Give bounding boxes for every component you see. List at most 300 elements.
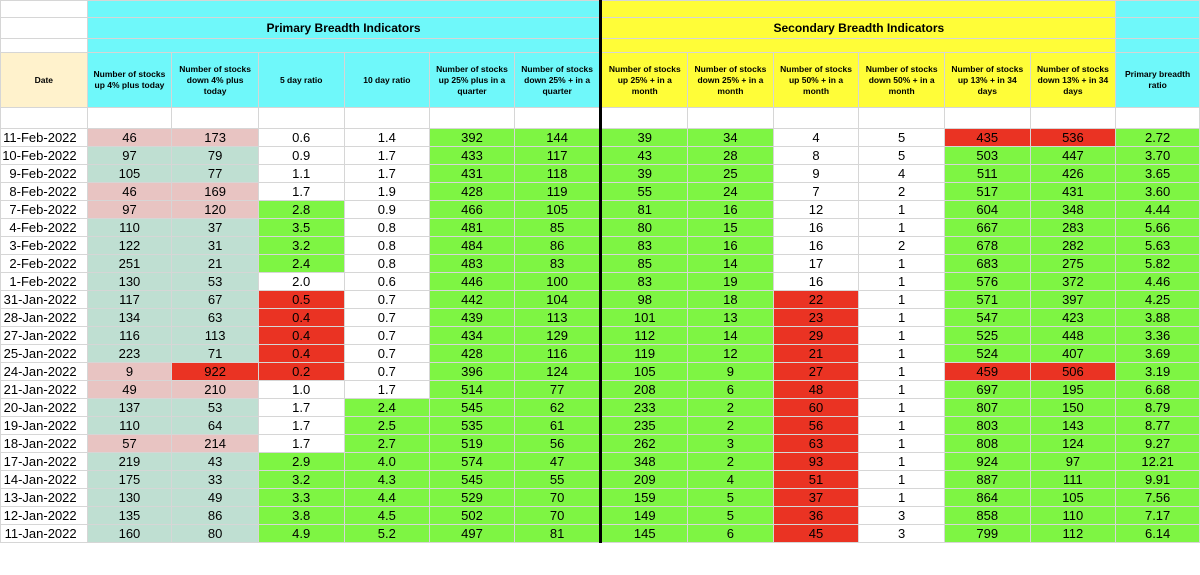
cell-down-25pct-month[interactable]: 14 bbox=[688, 255, 774, 273]
cell-down-50pct-month[interactable]: 2 bbox=[859, 183, 945, 201]
cell-up-25pct-month[interactable]: 43 bbox=[601, 147, 688, 165]
empty-cell[interactable] bbox=[1, 108, 88, 129]
cell-date[interactable]: 28-Jan-2022 bbox=[1, 309, 88, 327]
cell-down-25pct-month[interactable]: 2 bbox=[688, 453, 774, 471]
cell-down-13pct-34-days[interactable]: 111 bbox=[1030, 471, 1116, 489]
cell-date[interactable]: 25-Jan-2022 bbox=[1, 345, 88, 363]
cell-5-day-ratio[interactable]: 2.4 bbox=[258, 255, 344, 273]
empty-cell[interactable] bbox=[87, 108, 172, 129]
cell-5-day-ratio[interactable]: 0.4 bbox=[258, 309, 344, 327]
cell-down-25pct-month[interactable]: 5 bbox=[688, 489, 774, 507]
cell-up-4pct-today[interactable]: 9 bbox=[87, 363, 172, 381]
cell-up-25pct-quarter[interactable]: 481 bbox=[430, 219, 515, 237]
cell-5-day-ratio[interactable]: 1.1 bbox=[258, 165, 344, 183]
cell-down-25pct-quarter[interactable]: 113 bbox=[514, 309, 601, 327]
cell-up-13pct-34-days[interactable]: 576 bbox=[944, 273, 1030, 291]
cell-up-25pct-quarter[interactable]: 433 bbox=[430, 147, 515, 165]
cell-date[interactable]: 31-Jan-2022 bbox=[1, 291, 88, 309]
cell-down-25pct-quarter[interactable]: 119 bbox=[514, 183, 601, 201]
cell-down-13pct-34-days[interactable]: 423 bbox=[1030, 309, 1116, 327]
cell-down-25pct-quarter[interactable]: 70 bbox=[514, 489, 601, 507]
cell-up-4pct-today[interactable]: 130 bbox=[87, 273, 172, 291]
cell-up-4pct-today[interactable]: 135 bbox=[87, 507, 172, 525]
cell-down-50pct-month[interactable]: 5 bbox=[859, 147, 945, 165]
cell-down-4pct-today[interactable]: 173 bbox=[172, 129, 259, 147]
cell-down-13pct-34-days[interactable]: 143 bbox=[1030, 417, 1116, 435]
cell-5-day-ratio[interactable]: 3.8 bbox=[258, 507, 344, 525]
cell-primary-breadth-ratio[interactable]: 7.56 bbox=[1116, 489, 1200, 507]
cell-5-day-ratio[interactable]: 3.3 bbox=[258, 489, 344, 507]
cell-up-13pct-34-days[interactable]: 503 bbox=[944, 147, 1030, 165]
cell-down-25pct-month[interactable]: 3 bbox=[688, 435, 774, 453]
cell-down-25pct-month[interactable]: 2 bbox=[688, 399, 774, 417]
empty-cell[interactable] bbox=[514, 108, 601, 129]
cell-up-25pct-month[interactable]: 119 bbox=[601, 345, 688, 363]
cell-10-day-ratio[interactable]: 0.8 bbox=[344, 255, 430, 273]
cell-date[interactable]: 10-Feb-2022 bbox=[1, 147, 88, 165]
cell-down-25pct-month[interactable]: 9 bbox=[688, 363, 774, 381]
cell-down-13pct-34-days[interactable]: 97 bbox=[1030, 453, 1116, 471]
cell-up-4pct-today[interactable]: 49 bbox=[87, 381, 172, 399]
cell-up-4pct-today[interactable]: 137 bbox=[87, 399, 172, 417]
empty-cell[interactable] bbox=[1, 18, 88, 39]
cell-up-50pct-month[interactable]: 9 bbox=[773, 165, 859, 183]
cell-down-13pct-34-days[interactable]: 536 bbox=[1030, 129, 1116, 147]
empty-cell[interactable] bbox=[688, 108, 774, 129]
cell-up-50pct-month[interactable]: 45 bbox=[773, 525, 859, 543]
cell-up-13pct-34-days[interactable]: 803 bbox=[944, 417, 1030, 435]
cell-up-4pct-today[interactable]: 219 bbox=[87, 453, 172, 471]
cell-up-4pct-today[interactable]: 134 bbox=[87, 309, 172, 327]
cell-up-50pct-month[interactable]: 93 bbox=[773, 453, 859, 471]
cell-down-4pct-today[interactable]: 64 bbox=[172, 417, 259, 435]
cell-5-day-ratio[interactable]: 1.7 bbox=[258, 417, 344, 435]
column-header-5-day-ratio[interactable]: 5 day ratio bbox=[258, 53, 344, 108]
cell-down-25pct-month[interactable]: 4 bbox=[688, 471, 774, 489]
cell-down-4pct-today[interactable]: 37 bbox=[172, 219, 259, 237]
cell-date[interactable]: 14-Jan-2022 bbox=[1, 471, 88, 489]
cell-down-25pct-month[interactable]: 18 bbox=[688, 291, 774, 309]
empty-cell[interactable] bbox=[258, 108, 344, 129]
cell-down-13pct-34-days[interactable]: 348 bbox=[1030, 201, 1116, 219]
cell-10-day-ratio[interactable]: 0.7 bbox=[344, 309, 430, 327]
cell-primary-breadth-ratio[interactable]: 6.68 bbox=[1116, 381, 1200, 399]
cell-10-day-ratio[interactable]: 0.7 bbox=[344, 291, 430, 309]
cell-down-25pct-quarter[interactable]: 55 bbox=[514, 471, 601, 489]
cell-down-50pct-month[interactable]: 5 bbox=[859, 129, 945, 147]
cell-up-25pct-month[interactable]: 262 bbox=[601, 435, 688, 453]
cell-down-25pct-quarter[interactable]: 117 bbox=[514, 147, 601, 165]
cell-down-25pct-month[interactable]: 14 bbox=[688, 327, 774, 345]
cell-up-50pct-month[interactable]: 16 bbox=[773, 237, 859, 255]
cell-down-4pct-today[interactable]: 77 bbox=[172, 165, 259, 183]
cell-10-day-ratio[interactable]: 1.7 bbox=[344, 165, 430, 183]
cell-down-25pct-month[interactable]: 6 bbox=[688, 525, 774, 543]
cell-down-25pct-month[interactable]: 13 bbox=[688, 309, 774, 327]
cell-up-50pct-month[interactable]: 60 bbox=[773, 399, 859, 417]
cell-down-25pct-quarter[interactable]: 116 bbox=[514, 345, 601, 363]
cell-down-25pct-quarter[interactable]: 81 bbox=[514, 525, 601, 543]
cell-up-25pct-quarter[interactable]: 428 bbox=[430, 345, 515, 363]
ratio-band[interactable] bbox=[1116, 18, 1200, 39]
cell-primary-breadth-ratio[interactable]: 2.72 bbox=[1116, 129, 1200, 147]
cell-down-4pct-today[interactable]: 33 bbox=[172, 471, 259, 489]
cell-10-day-ratio[interactable]: 4.3 bbox=[344, 471, 430, 489]
cell-up-25pct-quarter[interactable]: 574 bbox=[430, 453, 515, 471]
cell-date[interactable]: 11-Jan-2022 bbox=[1, 525, 88, 543]
cell-down-4pct-today[interactable]: 210 bbox=[172, 381, 259, 399]
cell-up-13pct-34-days[interactable]: 697 bbox=[944, 381, 1030, 399]
cell-10-day-ratio[interactable]: 0.8 bbox=[344, 237, 430, 255]
cell-down-25pct-quarter[interactable]: 70 bbox=[514, 507, 601, 525]
ratio-band-bottom[interactable] bbox=[1116, 39, 1200, 53]
cell-down-25pct-month[interactable]: 2 bbox=[688, 417, 774, 435]
column-header-down-25pct-quarter[interactable]: Number of stocks down 25% + in a quarter bbox=[514, 53, 601, 108]
cell-up-13pct-34-days[interactable]: 807 bbox=[944, 399, 1030, 417]
cell-down-4pct-today[interactable]: 214 bbox=[172, 435, 259, 453]
cell-down-13pct-34-days[interactable]: 124 bbox=[1030, 435, 1116, 453]
cell-down-13pct-34-days[interactable]: 397 bbox=[1030, 291, 1116, 309]
cell-up-25pct-quarter[interactable]: 396 bbox=[430, 363, 515, 381]
cell-primary-breadth-ratio[interactable]: 3.19 bbox=[1116, 363, 1200, 381]
cell-down-13pct-34-days[interactable]: 275 bbox=[1030, 255, 1116, 273]
cell-down-13pct-34-days[interactable]: 431 bbox=[1030, 183, 1116, 201]
cell-down-50pct-month[interactable]: 1 bbox=[859, 273, 945, 291]
cell-down-13pct-34-days[interactable]: 105 bbox=[1030, 489, 1116, 507]
cell-primary-breadth-ratio[interactable]: 5.82 bbox=[1116, 255, 1200, 273]
cell-down-50pct-month[interactable]: 4 bbox=[859, 165, 945, 183]
cell-up-25pct-month[interactable]: 105 bbox=[601, 363, 688, 381]
cell-down-4pct-today[interactable]: 49 bbox=[172, 489, 259, 507]
cell-up-25pct-quarter[interactable]: 535 bbox=[430, 417, 515, 435]
cell-date[interactable]: 24-Jan-2022 bbox=[1, 363, 88, 381]
empty-cell[interactable] bbox=[172, 108, 259, 129]
cell-date[interactable]: 7-Feb-2022 bbox=[1, 201, 88, 219]
cell-down-13pct-34-days[interactable]: 110 bbox=[1030, 507, 1116, 525]
cell-primary-breadth-ratio[interactable]: 3.88 bbox=[1116, 309, 1200, 327]
secondary-breadth-title[interactable]: Secondary Breadth Indicators bbox=[601, 18, 1116, 39]
cell-down-25pct-quarter[interactable]: 124 bbox=[514, 363, 601, 381]
empty-cell[interactable] bbox=[430, 108, 515, 129]
cell-down-25pct-month[interactable]: 15 bbox=[688, 219, 774, 237]
cell-down-50pct-month[interactable]: 1 bbox=[859, 489, 945, 507]
cell-down-50pct-month[interactable]: 3 bbox=[859, 525, 945, 543]
cell-up-25pct-month[interactable]: 209 bbox=[601, 471, 688, 489]
cell-date[interactable]: 17-Jan-2022 bbox=[1, 453, 88, 471]
cell-10-day-ratio[interactable]: 0.6 bbox=[344, 273, 430, 291]
cell-down-25pct-quarter[interactable]: 105 bbox=[514, 201, 601, 219]
cell-down-50pct-month[interactable]: 1 bbox=[859, 381, 945, 399]
cell-up-4pct-today[interactable]: 110 bbox=[87, 219, 172, 237]
cell-up-50pct-month[interactable]: 4 bbox=[773, 129, 859, 147]
cell-down-25pct-quarter[interactable]: 104 bbox=[514, 291, 601, 309]
cell-down-25pct-month[interactable]: 24 bbox=[688, 183, 774, 201]
cell-primary-breadth-ratio[interactable]: 3.70 bbox=[1116, 147, 1200, 165]
cell-date[interactable]: 20-Jan-2022 bbox=[1, 399, 88, 417]
cell-primary-breadth-ratio[interactable]: 5.63 bbox=[1116, 237, 1200, 255]
cell-up-4pct-today[interactable]: 97 bbox=[87, 147, 172, 165]
cell-up-25pct-month[interactable]: 98 bbox=[601, 291, 688, 309]
cell-down-50pct-month[interactable]: 1 bbox=[859, 435, 945, 453]
cell-down-4pct-today[interactable]: 53 bbox=[172, 399, 259, 417]
cell-up-4pct-today[interactable]: 46 bbox=[87, 129, 172, 147]
cell-up-25pct-month[interactable]: 83 bbox=[601, 273, 688, 291]
cell-up-4pct-today[interactable]: 116 bbox=[87, 327, 172, 345]
cell-down-4pct-today[interactable]: 53 bbox=[172, 273, 259, 291]
cell-up-13pct-34-days[interactable]: 524 bbox=[944, 345, 1030, 363]
cell-up-13pct-34-days[interactable]: 678 bbox=[944, 237, 1030, 255]
cell-date[interactable]: 12-Jan-2022 bbox=[1, 507, 88, 525]
cell-5-day-ratio[interactable]: 0.9 bbox=[258, 147, 344, 165]
cell-up-4pct-today[interactable]: 160 bbox=[87, 525, 172, 543]
cell-5-day-ratio[interactable]: 0.5 bbox=[258, 291, 344, 309]
cell-date[interactable]: 18-Jan-2022 bbox=[1, 435, 88, 453]
cell-down-13pct-34-days[interactable]: 372 bbox=[1030, 273, 1116, 291]
cell-10-day-ratio[interactable]: 0.7 bbox=[344, 327, 430, 345]
cell-up-25pct-month[interactable]: 159 bbox=[601, 489, 688, 507]
cell-down-25pct-quarter[interactable]: 56 bbox=[514, 435, 601, 453]
cell-down-50pct-month[interactable]: 1 bbox=[859, 309, 945, 327]
cell-up-25pct-month[interactable]: 149 bbox=[601, 507, 688, 525]
cell-down-50pct-month[interactable]: 1 bbox=[859, 201, 945, 219]
empty-cell[interactable] bbox=[1030, 108, 1116, 129]
cell-date[interactable]: 11-Feb-2022 bbox=[1, 129, 88, 147]
cell-up-25pct-quarter[interactable]: 545 bbox=[430, 471, 515, 489]
cell-down-25pct-month[interactable]: 12 bbox=[688, 345, 774, 363]
cell-5-day-ratio[interactable]: 1.0 bbox=[258, 381, 344, 399]
cell-up-25pct-month[interactable]: 39 bbox=[601, 165, 688, 183]
cell-up-13pct-34-days[interactable]: 525 bbox=[944, 327, 1030, 345]
cell-down-25pct-quarter[interactable]: 47 bbox=[514, 453, 601, 471]
cell-10-day-ratio[interactable]: 5.2 bbox=[344, 525, 430, 543]
cell-up-50pct-month[interactable]: 63 bbox=[773, 435, 859, 453]
cell-down-4pct-today[interactable]: 113 bbox=[172, 327, 259, 345]
cell-up-50pct-month[interactable]: 8 bbox=[773, 147, 859, 165]
cell-up-50pct-month[interactable]: 21 bbox=[773, 345, 859, 363]
cell-down-13pct-34-days[interactable]: 447 bbox=[1030, 147, 1116, 165]
cell-up-25pct-quarter[interactable]: 446 bbox=[430, 273, 515, 291]
column-header-down-13pct-34-days[interactable]: Number of stocks down 13% + in 34 days bbox=[1030, 53, 1116, 108]
cell-up-25pct-month[interactable]: 85 bbox=[601, 255, 688, 273]
cell-up-13pct-34-days[interactable]: 547 bbox=[944, 309, 1030, 327]
cell-10-day-ratio[interactable]: 1.7 bbox=[344, 381, 430, 399]
cell-up-25pct-quarter[interactable]: 484 bbox=[430, 237, 515, 255]
cell-down-50pct-month[interactable]: 1 bbox=[859, 219, 945, 237]
cell-10-day-ratio[interactable]: 0.7 bbox=[344, 345, 430, 363]
cell-10-day-ratio[interactable]: 2.4 bbox=[344, 399, 430, 417]
cell-down-50pct-month[interactable]: 1 bbox=[859, 453, 945, 471]
cell-up-50pct-month[interactable]: 17 bbox=[773, 255, 859, 273]
secondary-band-bottom[interactable] bbox=[601, 39, 1116, 53]
cell-up-4pct-today[interactable]: 175 bbox=[87, 471, 172, 489]
cell-10-day-ratio[interactable]: 1.9 bbox=[344, 183, 430, 201]
primary-breadth-title[interactable]: Primary Breadth Indicators bbox=[87, 18, 601, 39]
cell-up-50pct-month[interactable]: 16 bbox=[773, 273, 859, 291]
cell-up-25pct-month[interactable]: 235 bbox=[601, 417, 688, 435]
cell-up-13pct-34-days[interactable]: 683 bbox=[944, 255, 1030, 273]
cell-10-day-ratio[interactable]: 4.4 bbox=[344, 489, 430, 507]
cell-primary-breadth-ratio[interactable]: 3.60 bbox=[1116, 183, 1200, 201]
cell-down-4pct-today[interactable]: 169 bbox=[172, 183, 259, 201]
cell-up-25pct-month[interactable]: 112 bbox=[601, 327, 688, 345]
cell-5-day-ratio[interactable]: 2.8 bbox=[258, 201, 344, 219]
cell-date[interactable]: 9-Feb-2022 bbox=[1, 165, 88, 183]
cell-up-4pct-today[interactable]: 46 bbox=[87, 183, 172, 201]
cell-down-25pct-quarter[interactable]: 77 bbox=[514, 381, 601, 399]
cell-down-4pct-today[interactable]: 67 bbox=[172, 291, 259, 309]
cell-up-4pct-today[interactable]: 130 bbox=[87, 489, 172, 507]
cell-down-25pct-quarter[interactable]: 86 bbox=[514, 237, 601, 255]
cell-date[interactable]: 21-Jan-2022 bbox=[1, 381, 88, 399]
cell-primary-breadth-ratio[interactable]: 3.65 bbox=[1116, 165, 1200, 183]
cell-date[interactable]: 1-Feb-2022 bbox=[1, 273, 88, 291]
primary-band-top[interactable] bbox=[87, 1, 601, 18]
cell-up-50pct-month[interactable]: 16 bbox=[773, 219, 859, 237]
cell-up-50pct-month[interactable]: 23 bbox=[773, 309, 859, 327]
cell-up-25pct-quarter[interactable]: 502 bbox=[430, 507, 515, 525]
cell-primary-breadth-ratio[interactable]: 9.27 bbox=[1116, 435, 1200, 453]
cell-down-25pct-month[interactable]: 34 bbox=[688, 129, 774, 147]
cell-10-day-ratio[interactable]: 4.5 bbox=[344, 507, 430, 525]
cell-up-4pct-today[interactable]: 105 bbox=[87, 165, 172, 183]
cell-5-day-ratio[interactable]: 3.2 bbox=[258, 471, 344, 489]
cell-up-25pct-month[interactable]: 80 bbox=[601, 219, 688, 237]
column-header-date[interactable]: Date bbox=[1, 53, 88, 108]
cell-up-13pct-34-days[interactable]: 864 bbox=[944, 489, 1030, 507]
cell-up-25pct-quarter[interactable]: 392 bbox=[430, 129, 515, 147]
cell-up-25pct-quarter[interactable]: 497 bbox=[430, 525, 515, 543]
cell-down-4pct-today[interactable]: 63 bbox=[172, 309, 259, 327]
column-header-down-50pct-month[interactable]: Number of stocks down 50% + in a month bbox=[859, 53, 945, 108]
cell-up-13pct-34-days[interactable]: 858 bbox=[944, 507, 1030, 525]
cell-primary-breadth-ratio[interactable]: 3.69 bbox=[1116, 345, 1200, 363]
cell-up-50pct-month[interactable]: 12 bbox=[773, 201, 859, 219]
cell-up-4pct-today[interactable]: 117 bbox=[87, 291, 172, 309]
empty-cell[interactable] bbox=[601, 108, 688, 129]
cell-up-13pct-34-days[interactable]: 887 bbox=[944, 471, 1030, 489]
cell-down-13pct-34-days[interactable]: 426 bbox=[1030, 165, 1116, 183]
cell-5-day-ratio[interactable]: 0.6 bbox=[258, 129, 344, 147]
cell-up-25pct-month[interactable]: 81 bbox=[601, 201, 688, 219]
cell-up-4pct-today[interactable]: 122 bbox=[87, 237, 172, 255]
cell-5-day-ratio[interactable]: 0.4 bbox=[258, 345, 344, 363]
cell-5-day-ratio[interactable]: 3.2 bbox=[258, 237, 344, 255]
cell-date[interactable]: 13-Jan-2022 bbox=[1, 489, 88, 507]
cell-5-day-ratio[interactable]: 1.7 bbox=[258, 399, 344, 417]
cell-up-13pct-34-days[interactable]: 604 bbox=[944, 201, 1030, 219]
cell-down-25pct-quarter[interactable]: 100 bbox=[514, 273, 601, 291]
cell-down-50pct-month[interactable]: 1 bbox=[859, 471, 945, 489]
cell-up-13pct-34-days[interactable]: 924 bbox=[944, 453, 1030, 471]
cell-up-4pct-today[interactable]: 251 bbox=[87, 255, 172, 273]
cell-up-50pct-month[interactable]: 29 bbox=[773, 327, 859, 345]
cell-down-13pct-34-days[interactable]: 448 bbox=[1030, 327, 1116, 345]
cell-up-4pct-today[interactable]: 110 bbox=[87, 417, 172, 435]
cell-5-day-ratio[interactable]: 2.9 bbox=[258, 453, 344, 471]
cell-date[interactable]: 3-Feb-2022 bbox=[1, 237, 88, 255]
cell-up-25pct-month[interactable]: 208 bbox=[601, 381, 688, 399]
cell-down-25pct-month[interactable]: 16 bbox=[688, 201, 774, 219]
cell-up-50pct-month[interactable]: 22 bbox=[773, 291, 859, 309]
cell-down-4pct-today[interactable]: 80 bbox=[172, 525, 259, 543]
cell-down-13pct-34-days[interactable]: 506 bbox=[1030, 363, 1116, 381]
cell-down-25pct-month[interactable]: 25 bbox=[688, 165, 774, 183]
cell-up-25pct-quarter[interactable]: 519 bbox=[430, 435, 515, 453]
column-header-up-25pct-quarter[interactable]: Number of stocks up 25% plus in a quarter bbox=[430, 53, 515, 108]
cell-up-25pct-quarter[interactable]: 442 bbox=[430, 291, 515, 309]
cell-up-25pct-month[interactable]: 233 bbox=[601, 399, 688, 417]
cell-10-day-ratio[interactable]: 2.5 bbox=[344, 417, 430, 435]
cell-up-13pct-34-days[interactable]: 808 bbox=[944, 435, 1030, 453]
cell-primary-breadth-ratio[interactable]: 3.36 bbox=[1116, 327, 1200, 345]
cell-up-4pct-today[interactable]: 223 bbox=[87, 345, 172, 363]
empty-cell[interactable] bbox=[1, 1, 88, 18]
cell-down-4pct-today[interactable]: 43 bbox=[172, 453, 259, 471]
cell-up-25pct-month[interactable]: 55 bbox=[601, 183, 688, 201]
cell-date[interactable]: 27-Jan-2022 bbox=[1, 327, 88, 345]
cell-10-day-ratio[interactable]: 1.4 bbox=[344, 129, 430, 147]
cell-down-25pct-month[interactable]: 16 bbox=[688, 237, 774, 255]
cell-up-50pct-month[interactable]: 56 bbox=[773, 417, 859, 435]
cell-5-day-ratio[interactable]: 1.7 bbox=[258, 183, 344, 201]
cell-5-day-ratio[interactable]: 3.5 bbox=[258, 219, 344, 237]
cell-down-25pct-month[interactable]: 28 bbox=[688, 147, 774, 165]
ratio-band-top[interactable] bbox=[1116, 1, 1200, 18]
cell-5-day-ratio[interactable]: 0.4 bbox=[258, 327, 344, 345]
cell-down-4pct-today[interactable]: 21 bbox=[172, 255, 259, 273]
cell-up-50pct-month[interactable]: 7 bbox=[773, 183, 859, 201]
cell-primary-breadth-ratio[interactable]: 4.46 bbox=[1116, 273, 1200, 291]
cell-down-25pct-quarter[interactable]: 62 bbox=[514, 399, 601, 417]
cell-down-13pct-34-days[interactable]: 112 bbox=[1030, 525, 1116, 543]
cell-up-25pct-month[interactable]: 83 bbox=[601, 237, 688, 255]
cell-up-50pct-month[interactable]: 36 bbox=[773, 507, 859, 525]
cell-primary-breadth-ratio[interactable]: 4.44 bbox=[1116, 201, 1200, 219]
cell-down-50pct-month[interactable]: 1 bbox=[859, 399, 945, 417]
column-header-down-4pct-today[interactable]: Number of stocks down 4% plus today bbox=[172, 53, 259, 108]
cell-up-13pct-34-days[interactable]: 667 bbox=[944, 219, 1030, 237]
cell-down-25pct-month[interactable]: 6 bbox=[688, 381, 774, 399]
cell-down-4pct-today[interactable]: 86 bbox=[172, 507, 259, 525]
cell-down-4pct-today[interactable]: 79 bbox=[172, 147, 259, 165]
cell-up-50pct-month[interactable]: 48 bbox=[773, 381, 859, 399]
cell-up-25pct-quarter[interactable]: 466 bbox=[430, 201, 515, 219]
cell-5-day-ratio[interactable]: 1.7 bbox=[258, 435, 344, 453]
cell-up-13pct-34-days[interactable]: 799 bbox=[944, 525, 1030, 543]
empty-cell[interactable] bbox=[944, 108, 1030, 129]
empty-cell[interactable] bbox=[344, 108, 430, 129]
cell-up-25pct-quarter[interactable]: 439 bbox=[430, 309, 515, 327]
cell-10-day-ratio[interactable]: 4.0 bbox=[344, 453, 430, 471]
cell-down-13pct-34-days[interactable]: 283 bbox=[1030, 219, 1116, 237]
cell-date[interactable]: 8-Feb-2022 bbox=[1, 183, 88, 201]
cell-primary-breadth-ratio[interactable]: 4.25 bbox=[1116, 291, 1200, 309]
cell-date[interactable]: 2-Feb-2022 bbox=[1, 255, 88, 273]
cell-up-25pct-quarter[interactable]: 431 bbox=[430, 165, 515, 183]
cell-up-4pct-today[interactable]: 97 bbox=[87, 201, 172, 219]
cell-down-4pct-today[interactable]: 71 bbox=[172, 345, 259, 363]
cell-up-25pct-quarter[interactable]: 514 bbox=[430, 381, 515, 399]
cell-up-25pct-month[interactable]: 39 bbox=[601, 129, 688, 147]
cell-down-25pct-quarter[interactable]: 129 bbox=[514, 327, 601, 345]
column-header-10-day-ratio[interactable]: 10 day ratio bbox=[344, 53, 430, 108]
primary-band-bottom[interactable] bbox=[87, 39, 601, 53]
column-header-up-4pct-today[interactable]: Number of stocks up 4% plus today bbox=[87, 53, 172, 108]
cell-down-13pct-34-days[interactable]: 195 bbox=[1030, 381, 1116, 399]
cell-up-50pct-month[interactable]: 37 bbox=[773, 489, 859, 507]
cell-up-4pct-today[interactable]: 57 bbox=[87, 435, 172, 453]
cell-down-50pct-month[interactable]: 2 bbox=[859, 237, 945, 255]
